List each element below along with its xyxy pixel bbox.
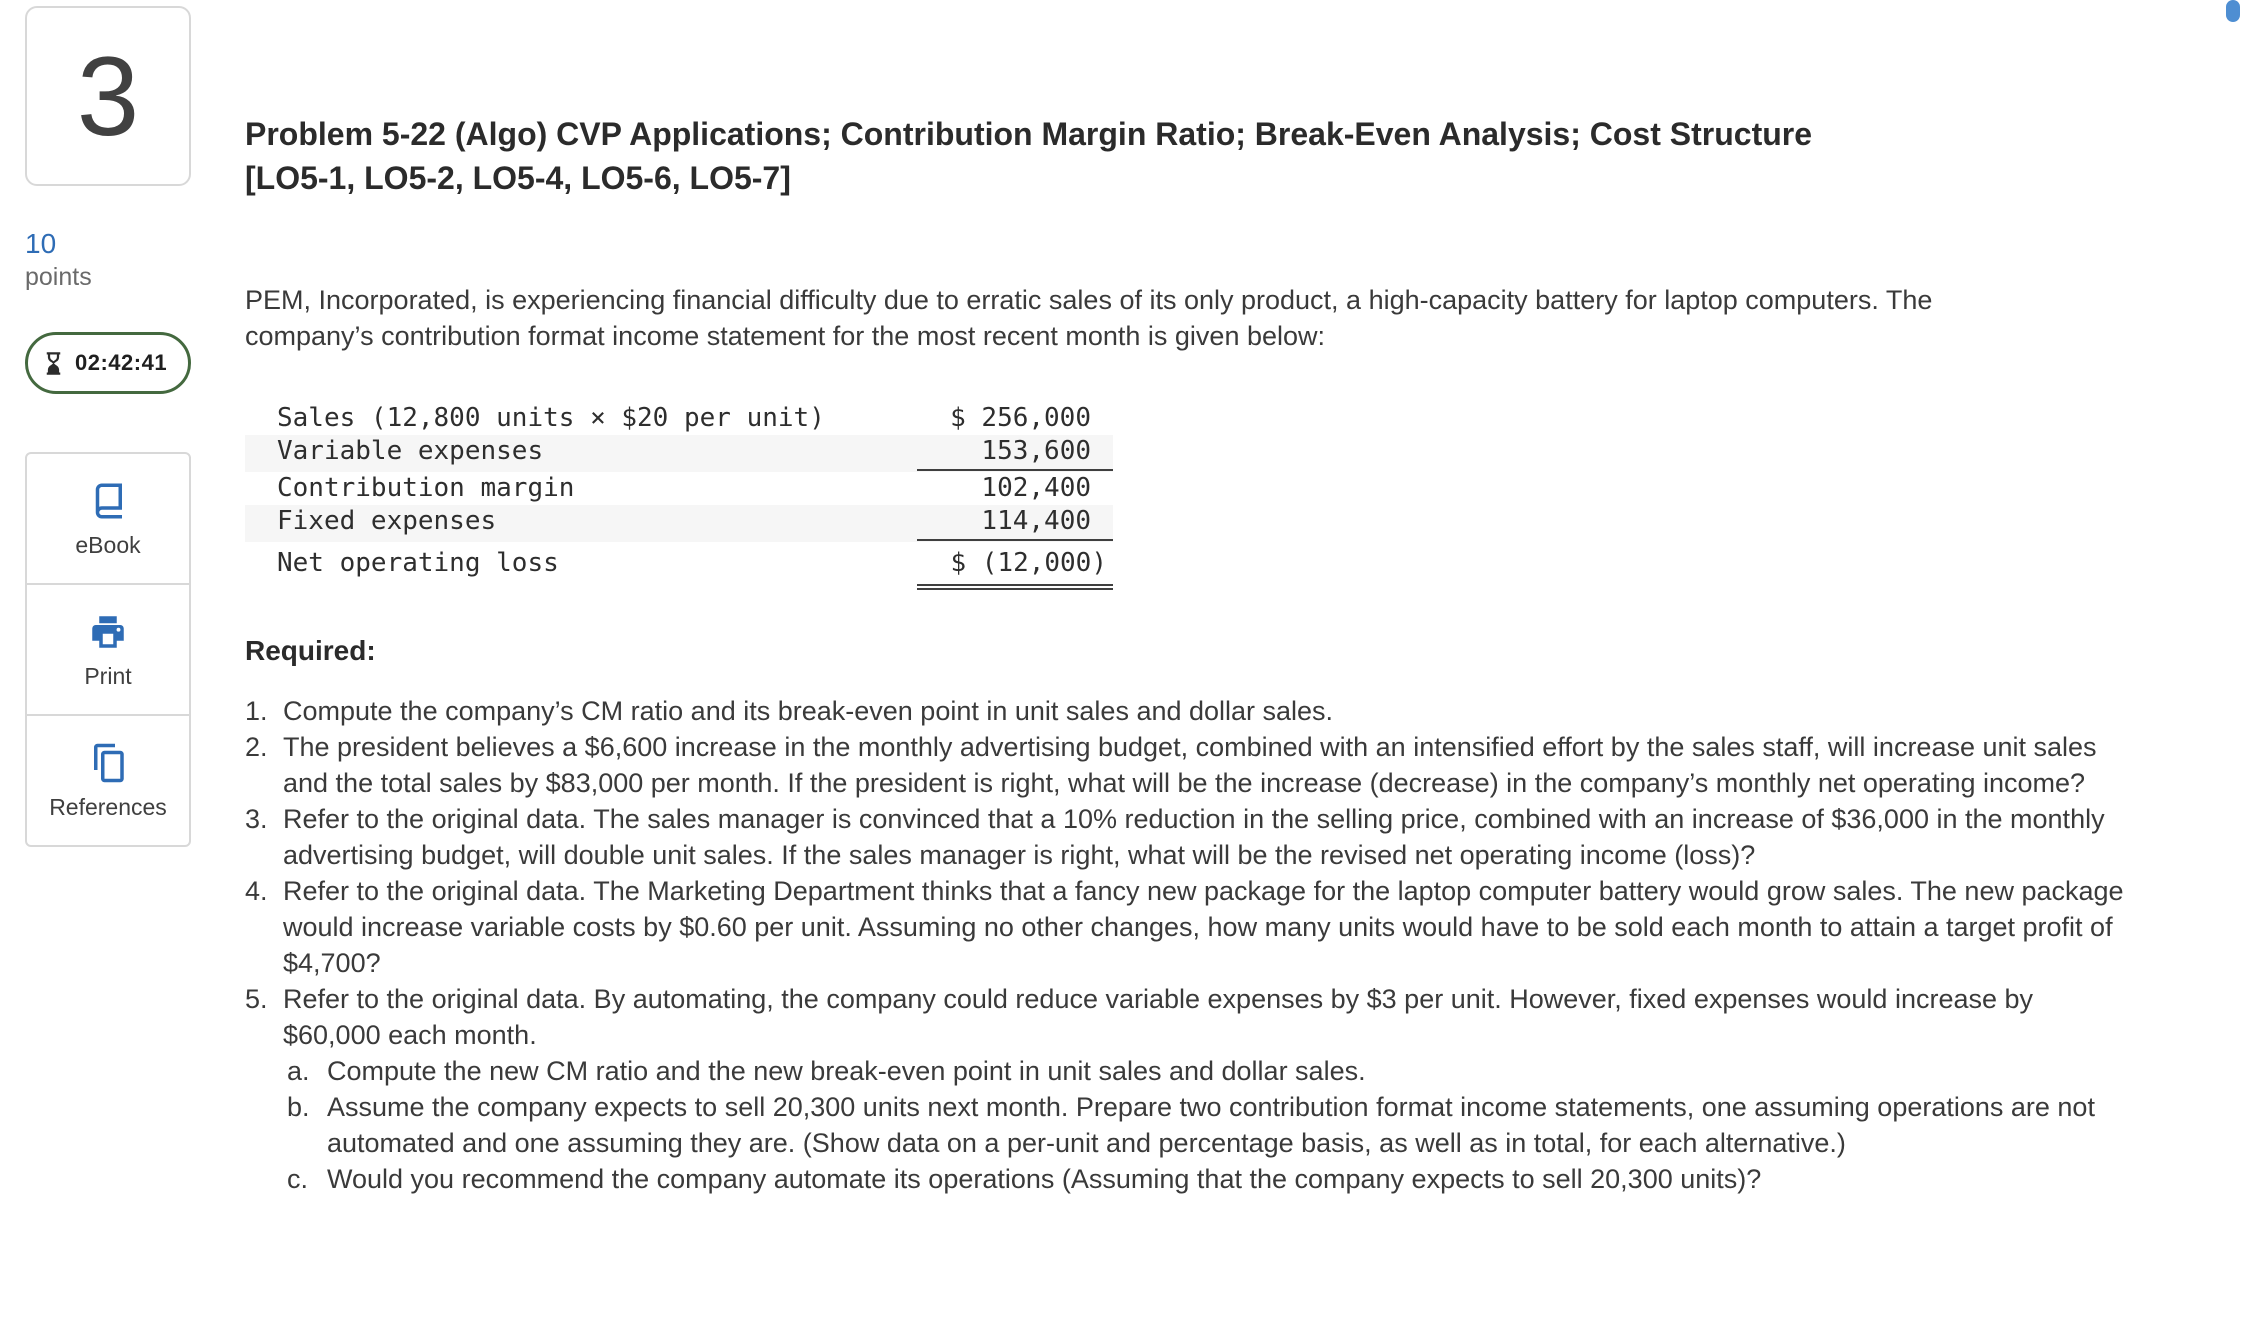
statement-row (245, 505, 1113, 542)
statement-row-label: Contribution margin (277, 473, 575, 503)
ebook-button[interactable] (27, 454, 189, 583)
points-block (25, 228, 191, 292)
hourglass-icon (40, 350, 67, 377)
requirement-item (245, 801, 2125, 873)
statement-row-amount: 102,400 (981, 473, 1091, 503)
requirements-list (245, 693, 2125, 1197)
requirement-subitem (287, 1053, 2125, 1089)
requirement-text: Compute the company’s CM ratio and its break-even point in unit sales and dollar sales. (283, 696, 1334, 726)
print-button[interactable] (27, 583, 189, 714)
references-button[interactable] (27, 714, 189, 845)
requirement-subnumber: a. (287, 1056, 310, 1086)
requirement-number: 3. (245, 804, 268, 834)
requirement-subtext: Compute the new CM ratio and the new break-even point in unit sales and dollar sales. (327, 1056, 1366, 1086)
income-statement (245, 402, 1113, 591)
question-number-box (25, 6, 191, 186)
statement-row-amount: $ 256,000 (950, 403, 1091, 433)
book-icon (87, 480, 129, 522)
timer (25, 332, 191, 394)
references-label: References (49, 794, 167, 820)
points-label: points (25, 263, 92, 291)
requirement-item (245, 693, 2125, 729)
requirement-text: Refer to the original data. By automating, the company could reduce variable expenses by $3 per unit. However, fixed expenses would increase by $60,000 each month. (283, 984, 2034, 1050)
requirement-subtext: Would you recommend the company automate its operations (Assuming that the company expects to sell 20,300 units)? (327, 1164, 1762, 1194)
problem-title-codes: [LO5-1, LO5-2, LO5-4, LO5-6, LO5-7] (245, 160, 791, 196)
requirement-number: 5. (245, 984, 268, 1014)
statement-row-label: Variable expenses (277, 436, 544, 466)
copy-icon (87, 742, 129, 784)
statement-row-amount: $ (12,000) (917, 548, 1113, 590)
requirement-text: Refer to the original data. The sales manager is convinced that a 10% reduction in the selling price, combined with an increase of $36,000 in the monthly advertising budget, will double unit sales. If the sales manager is right, what will be the revised net operating income (loss)? (283, 804, 2105, 870)
requirement-subtext: Assume the company expects to sell 20,300 units next month. Prepare two contribution format income statements, one assuming operations are not automated and one assuming they are. (Show data on a per-unit and percentage basis, as well as in total, for each alternative.) (327, 1092, 2095, 1158)
printer-icon (87, 611, 129, 653)
requirement-number: 1. (245, 696, 268, 726)
question-number: 3 (76, 33, 140, 159)
statement-row-amount: 153,600 (917, 436, 1113, 471)
statement-row-label: Fixed expenses (277, 506, 497, 536)
requirement-number: 4. (245, 876, 268, 906)
statement-row (245, 547, 1113, 591)
requirement-sublist (287, 1053, 2125, 1197)
required-heading: Required: (245, 635, 376, 666)
scrollbar-thumb[interactable] (2226, 0, 2240, 22)
requirement-item (245, 873, 2125, 981)
question-sidebar (25, 6, 191, 847)
requirement-text: Refer to the original data. The Marketing Department thinks that a fancy new package for the laptop computer battery would grow sales. The new package would increase variable costs by $0.60 per unit. Assuming no other changes, how many units would have to be sold each month to attain a target profit of $4,700? (283, 876, 2124, 978)
statement-row (245, 472, 1113, 505)
problem-panel (245, 112, 2125, 1197)
statement-row-label: Net operating loss (277, 548, 559, 578)
points-value: 10 (25, 228, 57, 259)
statement-row (245, 435, 1113, 472)
print-label: Print (84, 663, 132, 689)
requirement-subitem (287, 1089, 2125, 1161)
statement-row-amount: 114,400 (917, 506, 1113, 541)
statement-row (245, 402, 1113, 435)
problem-intro: PEM, Incorporated, is experiencing financial difficulty due to erratic sales of its only product, a high-capacity battery for laptop computers. The company’s contribution format income statement for the most recent month is given below: (245, 285, 1933, 351)
requirement-number: 2. (245, 732, 268, 762)
requirement-subnumber: b. (287, 1092, 310, 1122)
requirement-subitem (287, 1161, 2125, 1197)
problem-title (245, 112, 2125, 200)
requirement-text: The president believes a $6,600 increase in the monthly advertising budget, combined with an intensified effort by the sales staff, will increase unit sales and the total sales by $83,000 per month. If the president is right, what will be the increase (decrease) in the company’s monthly net operating income? (283, 732, 2097, 798)
requirement-item (245, 981, 2125, 1053)
problem-title-text: Problem 5-22 (Algo) CVP Applications; Contribution Margin Ratio; Break-Even Analysis; Cost Structure (245, 116, 1813, 152)
statement-row-label: Sales (12,800 units × $20 per unit) (277, 403, 825, 433)
timer-value: 02:42:41 (75, 350, 168, 375)
ebook-label: eBook (75, 532, 141, 558)
requirement-item (245, 729, 2125, 801)
toolbox (25, 452, 191, 847)
requirement-subnumber: c. (287, 1164, 309, 1194)
